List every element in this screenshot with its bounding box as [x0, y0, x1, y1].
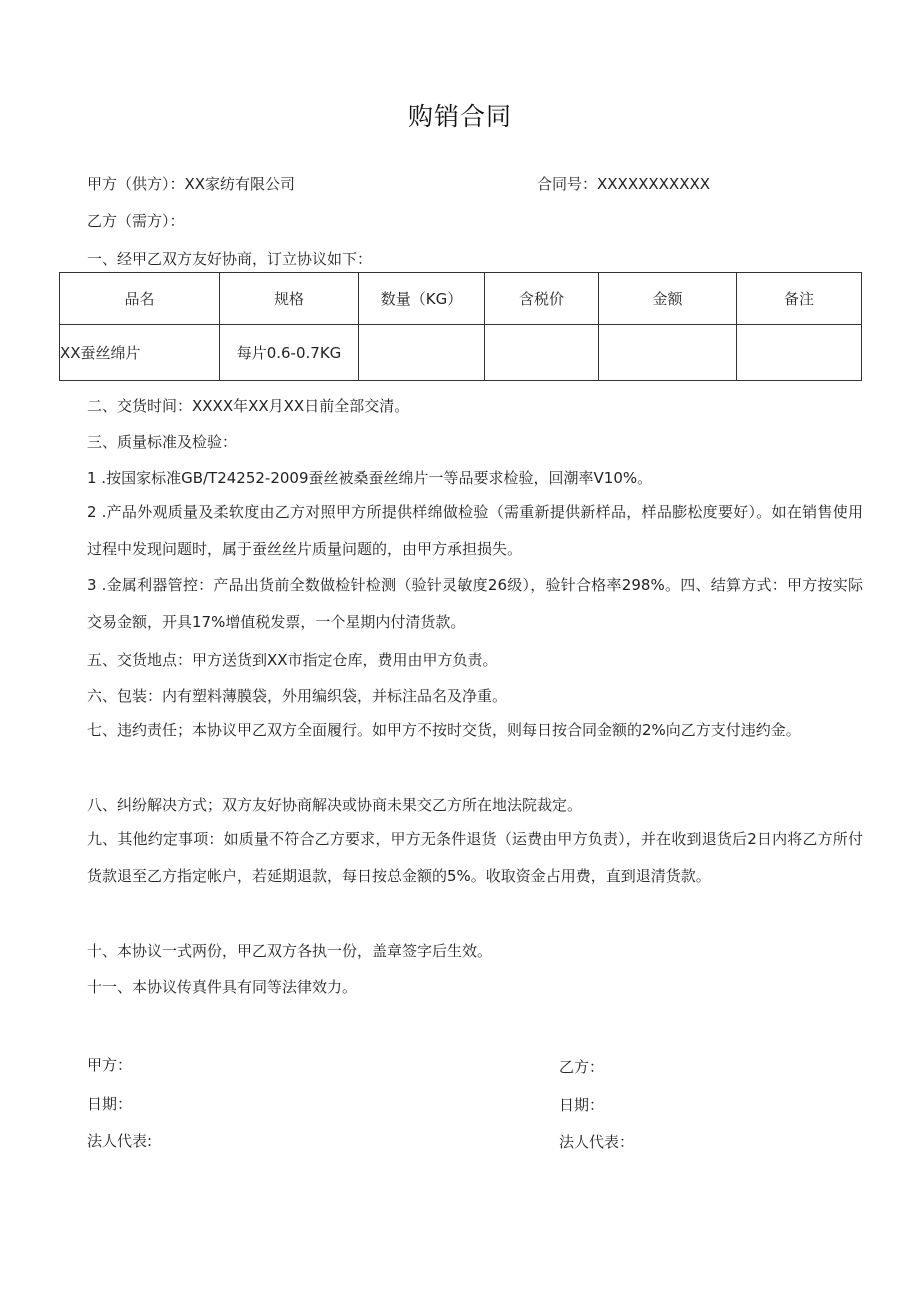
clause-3-3: 3 .金属利器管控：产品出货前全数做检针检测（验针灵敏度26级），验针合格率298%。四、结算方式：甲方按实际交易金额，开具17%增值税发票，一个星期内付清货款。 — [87, 576, 863, 631]
cell-product-name: XX蚕丝绵片 — [60, 325, 220, 381]
party-b: 乙方（需方）： — [87, 212, 185, 230]
signature-rep-a: 法人代表: — [87, 1132, 153, 1150]
clause-8: 八、纠纷解决方式；双方友好协商解决或协商未果交乙方所在地法院裁定。 — [87, 796, 583, 814]
clause-10: 十、本协议一式两份，甲乙双方各执一份，盖章签字后生效。 — [87, 942, 493, 960]
table-header-row — [60, 273, 862, 325]
clause-2: 二、交货时间：XXXX年XX月XX日前全部交清。 — [87, 397, 410, 415]
clause-9: 九、其他约定事项：如质量不符合乙方要求，甲方无条件退货（运费由甲方负责），并在收到退货后2日内将乙方所付货款退至乙方指定帐户，若延期退款，每日按总金额的5%。收取资金占用费，直到退清货款。 — [87, 830, 863, 885]
header-remarks: 备注 — [737, 273, 862, 325]
cell-amount — [599, 325, 737, 381]
header-amount: 金额 — [599, 273, 737, 325]
signature-party-a: 甲方： — [87, 1056, 133, 1074]
clause-3: 三、质量标准及检验： — [87, 433, 238, 451]
document-title: 购销合同 — [407, 102, 512, 131]
cell-spec: 每片0.6-0.7KG — [220, 325, 359, 381]
table-row — [60, 325, 862, 381]
goods-table — [59, 272, 862, 381]
contract-number: 合同号：XXXXXXXXXXX — [537, 175, 711, 193]
signature-date-b: 日期： — [559, 1096, 605, 1114]
clause-5: 五、交货地点：甲方送货到XX市指定仓库，费用由甲方负责。 — [87, 651, 498, 669]
clause-7: 七、违约责任；本协议甲乙双方全面履行。如甲方不按时交货，则每日按合同金额的2%向乙方支付违约金。 — [87, 721, 801, 739]
clause-6: 六、包装：内有塑料薄膜袋，外用编织袋，并标注品名及净重。 — [87, 687, 508, 705]
clause-3-1: 1 .按国家标准GB/T24252-2009蚕丝被桑蚕丝绵片一等品要求检验，回潮率V10%。 — [87, 469, 653, 487]
header-quantity: 数量（KG） — [359, 273, 485, 325]
clause-1: 一、经甲乙双方友好协商，订立协议如下： — [87, 250, 373, 268]
signature-rep-b: 法人代表： — [559, 1133, 635, 1151]
header-spec: 规格 — [220, 273, 359, 325]
party-a: 甲方（供方）：XX家纺有限公司 — [87, 175, 296, 193]
signature-date-a: 日期： — [87, 1095, 133, 1113]
header-product-name: 品名 — [60, 273, 220, 325]
cell-remarks — [737, 325, 862, 381]
cell-tax-price — [485, 325, 599, 381]
signature-party-b: 乙方： — [559, 1058, 605, 1076]
header-tax-price: 含税价 — [485, 273, 599, 325]
clause-11: 十一、本协议传真件具有同等法律效力。 — [87, 978, 358, 996]
clause-3-2: 2 .产品外观质量及柔软度由乙方对照甲方所提供样绵做检验（需重新提供新样品，样品膨松度要好）。如在销售使用过程中发现问题时，属于蚕丝丝片质量问题的，由甲方承担损失。 — [87, 503, 863, 558]
cell-quantity — [359, 325, 485, 381]
